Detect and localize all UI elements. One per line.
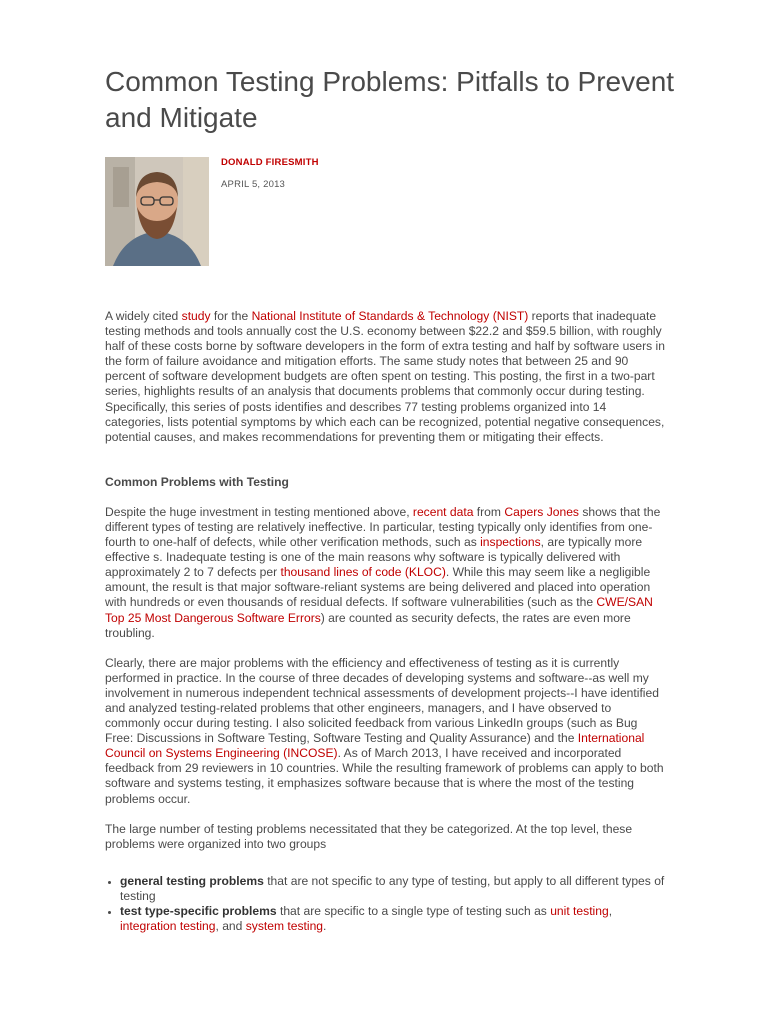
- paragraph-experience: Clearly, there are major problems with the efficiency and effectiveness of testing as it is currently performed in practice. In the course of three decades of developing systems and software--as well my involvement in numerous independent technical assessments of development projects--I have identified and analyzed testing-related problems that other engineers, managers, and I have observed to commonly occur during testing. I also solicited feedback from various LinkedIn groups (such as Bug Free: Discussions in Software Testing, Software Testing and Quality Assurance) and the International Council on Systems Engineering (INCOSE). As of March 2013, I have received and incorporated feedback from 29 reviewers in 10 countries. While the resulting framework of problems can apply to both software and systems testing, it emphasizes software because that is where the most of the testing problems occur.: [105, 655, 664, 806]
- paragraph-categories: The large number of testing problems necessitated that they be categorized. At the top level, these problems were organized into two groups: [105, 821, 633, 851]
- capers-jones-link[interactable]: Capers Jones: [504, 504, 579, 519]
- paragraph-problems: Despite the huge investment in testing mentioned above, recent data from Capers Jones shows that the different types of testing are relatively ineffective. In particular, testing typically only identifies from one-fourth to one-half of defects, while other verification methods, such as inspections, are typically more effective s. Inadequate testing is one of the main reasons why software is typically delivered with approximately 2 to 7 defects per thousand lines of code (KLOC). While this may seem like a negligible amount, the result is that major software-reliant systems are being delivered and placed into operation with hundreds or even thousands of residual defects. If software vulnerabilities (such as the CWE/SAN Top 25 Most Dangerous Software Errors) are counted as security defects, the rates are even more troubling.: [105, 504, 661, 640]
- problem-groups-list: [105, 874, 665, 934]
- author-photo: [105, 157, 209, 266]
- author-link[interactable]: DONALD FIRESMITH: [221, 157, 319, 168]
- system-testing-link[interactable]: system testing: [245, 919, 324, 934]
- list-item: • test type-specific problems that are specific to a single type of testing such as unit testing, integration testing, and system testing.: [120, 904, 665, 934]
- cwe-sans-link[interactable]: CWE/SAN Top 25 Most Dangerous Software Errors: [105, 595, 653, 625]
- nist-link[interactable]: National Institute of Standards & Technology (NIST): [251, 309, 529, 323]
- list-item: • general testing problems that are not specific to any type of testing, but apply to all different types of testing: [120, 874, 665, 904]
- incose-link[interactable]: International Council on Systems Engineering (INCOSE): [105, 731, 645, 761]
- section-heading: Common Problems with Testing: [105, 474, 289, 489]
- article-body: [105, 309, 665, 934]
- publish-date: APRIL 5, 2013: [221, 179, 286, 190]
- kloc-link[interactable]: thousand lines of code (KLOC): [280, 565, 446, 580]
- paragraph-intro: A widely cited study for the National Institute of Standards & Technology (NIST) reports that inadequate testing methods and tools annually cost the U.S. economy between $22.2 and $59.5 billion, with roughly half of these costs borne by software developers in the form of extra testing and half by software users in the form of failure avoidance and mitigation efforts. The same study notes that between 25 and 90 percent of software development budgets are often spent on testing. This posting, the first in a two-part series, highlights results of an analysis that documents problems that commonly occur during testing. Specifically, this series of posts identifies and describes 77 testing problems organized into 14 categories, lists potential symptoms by which each can be recognized, potential negative consequences, potential causes, and makes recommendations for preventing them or mitigating their effects.: [105, 309, 665, 444]
- integration-testing-link[interactable]: integration testing: [120, 919, 216, 934]
- article-title: Common Testing Problems: Pitfalls to Prevent and Mitigate: [105, 66, 675, 133]
- recent-data-link[interactable]: recent data: [412, 504, 474, 519]
- inspections-link[interactable]: inspections: [480, 535, 541, 550]
- unit-testing-link[interactable]: unit testing: [550, 904, 609, 918]
- study-link[interactable]: study: [181, 309, 211, 323]
